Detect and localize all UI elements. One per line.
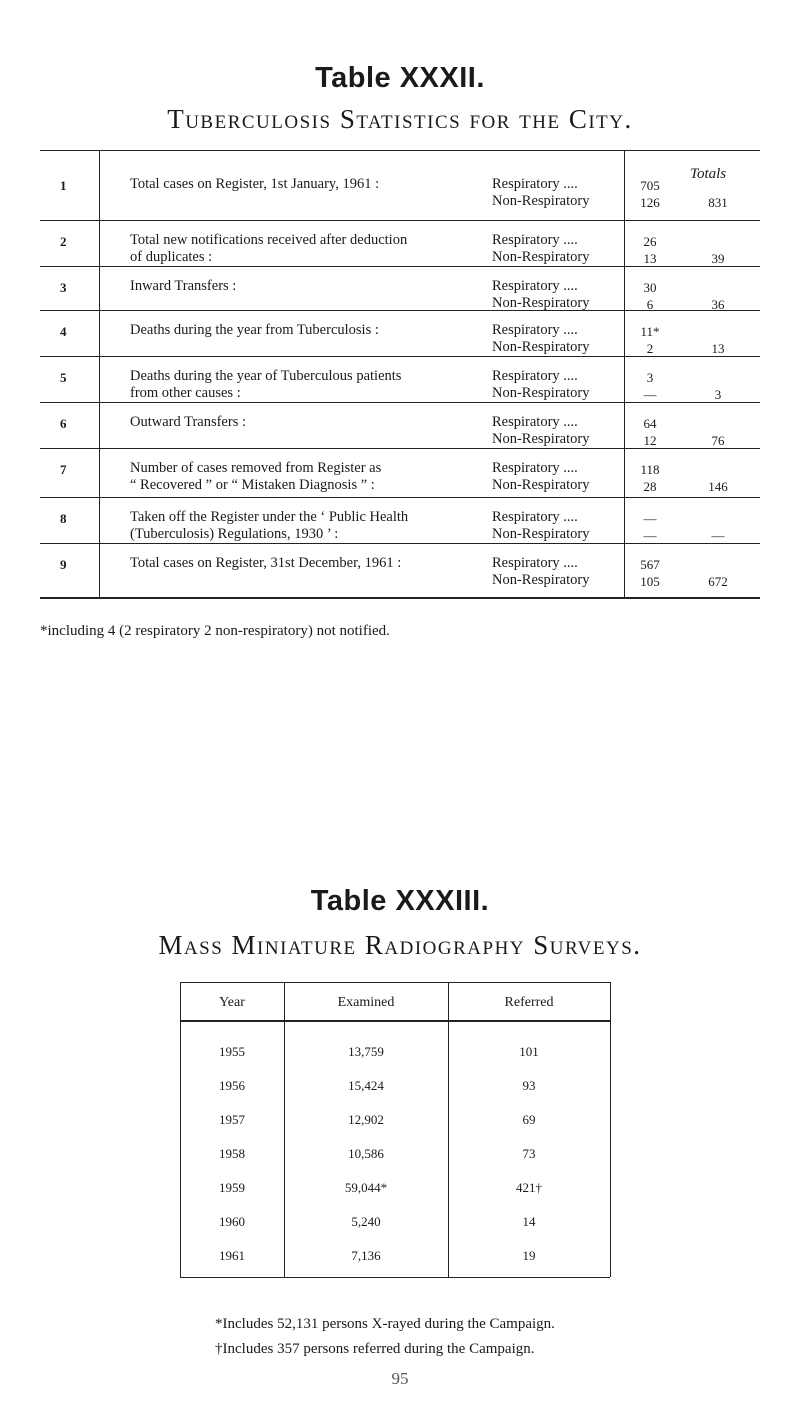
- year-cell: 1956: [219, 1078, 245, 1093]
- table-32-heading: Table XXXII.: [315, 62, 485, 94]
- row-separator: [40, 497, 760, 498]
- col-header-year: Year: [219, 995, 245, 1010]
- row-type-non-respiratory: Non-Respiratory: [492, 339, 590, 355]
- year-cell: 1957: [219, 1112, 245, 1127]
- value-respiratory: 26: [643, 234, 657, 249]
- value-non-respiratory: —: [643, 387, 657, 402]
- examined-cell: 5,240: [351, 1214, 381, 1229]
- col-header-examined: Examined: [337, 995, 395, 1010]
- value-respiratory: 567: [640, 557, 660, 572]
- row-total: 3: [714, 387, 722, 402]
- table-33-col-divider-2: [448, 982, 449, 1277]
- row-index: 8: [60, 511, 67, 526]
- table-33-footnote-2: †Includes 357 persons referred during the Campaign.: [215, 1341, 535, 1357]
- row-type-respiratory: Respiratory ....: [492, 322, 578, 338]
- row-type-non-respiratory: Non-Respiratory: [492, 385, 590, 401]
- table-32-index-divider: [99, 150, 100, 597]
- row-description: Deaths during the year of Tuberculous patients: [130, 368, 402, 384]
- table-33-title: Mass Miniature Radiography Surveys.: [158, 930, 642, 960]
- table-33-header-rule: [180, 1020, 610, 1022]
- value-non-respiratory: 13: [643, 251, 657, 266]
- row-description-cont: from other causes :: [130, 385, 241, 401]
- examined-cell: 59,044*: [344, 1180, 388, 1195]
- value-respiratory: 118: [640, 462, 660, 477]
- row-type-respiratory: Respiratory ....: [492, 368, 578, 384]
- table-33-right-border: [610, 982, 611, 1277]
- row-description-cont: of duplicates :: [130, 249, 213, 265]
- row-type-non-respiratory: Non-Respiratory: [492, 526, 590, 542]
- table-33-footnote-1: *Includes 52,131 persons X-rayed during the Campaign.: [215, 1316, 555, 1332]
- year-cell: 1958: [219, 1146, 245, 1161]
- row-description: Outward Transfers :: [130, 414, 246, 430]
- year-cell: 1961: [219, 1248, 245, 1263]
- value-respiratory: 64: [643, 416, 657, 431]
- referred-cell: 14: [522, 1214, 536, 1229]
- row-separator: [40, 266, 760, 267]
- row-separator: [40, 356, 760, 357]
- row-type-respiratory: Respiratory ....: [492, 509, 578, 525]
- table-32-title: Tuberculosis Statistics for the City.: [167, 104, 633, 134]
- row-separator: [40, 448, 760, 449]
- row-index: 1: [60, 178, 67, 193]
- col-header-referred: Referred: [504, 995, 554, 1010]
- row-type-respiratory: Respiratory ....: [492, 414, 578, 430]
- value-respiratory: 11*: [640, 324, 660, 339]
- row-type-respiratory: Respiratory ....: [492, 278, 578, 294]
- row-type-non-respiratory: Non-Respiratory: [492, 477, 590, 493]
- row-description: Taken off the Register under the ‘ Public Health: [130, 509, 409, 525]
- row-total: 76: [711, 433, 725, 448]
- row-separator: [40, 220, 760, 221]
- value-non-respiratory: —: [643, 528, 657, 543]
- row-type-respiratory: Respiratory ....: [492, 232, 578, 248]
- value-respiratory: 705: [640, 178, 660, 193]
- value-non-respiratory: 126: [640, 195, 660, 210]
- row-index: 4: [60, 324, 67, 339]
- row-type-non-respiratory: Non-Respiratory: [492, 249, 590, 265]
- referred-cell: 93: [522, 1078, 536, 1093]
- value-non-respiratory: 6: [646, 297, 654, 312]
- row-index: 9: [60, 557, 67, 572]
- table-33-left-border: [180, 982, 181, 1277]
- value-non-respiratory: 12: [643, 433, 657, 448]
- row-description: Total cases on Register, 1st January, 1961 :: [130, 176, 380, 192]
- row-description: Inward Transfers :: [130, 278, 237, 294]
- row-index: 5: [60, 370, 67, 385]
- row-description: Total new notifications received after deduction: [130, 232, 408, 248]
- row-type-respiratory: Respiratory ....: [492, 176, 578, 192]
- row-total: 146: [708, 479, 728, 494]
- row-separator: [40, 402, 760, 403]
- row-type-respiratory: Respiratory ....: [492, 460, 578, 476]
- referred-cell: 421†: [516, 1180, 542, 1195]
- row-total: 36: [711, 297, 725, 312]
- value-respiratory: 30: [643, 280, 657, 295]
- year-cell: 1960: [219, 1214, 245, 1229]
- row-separator: [40, 310, 760, 311]
- examined-cell: 7,136: [351, 1248, 381, 1263]
- totals-header: Totals: [690, 166, 727, 182]
- table-33-heading: Table XXXIII.: [310, 885, 490, 917]
- row-total: 13: [711, 341, 725, 356]
- row-description: Number of cases removed from Register as: [130, 460, 382, 476]
- table-32-footnote: *including 4 (2 respiratory 2 non-respiratory) not notified.: [40, 623, 390, 639]
- table-33-col-divider-1: [284, 982, 285, 1277]
- referred-cell: 73: [522, 1146, 536, 1161]
- referred-cell: 101: [519, 1044, 539, 1059]
- row-description-cont: (Tuberculosis) Regulations, 1930 ’ :: [130, 526, 339, 542]
- row-total: —: [711, 528, 725, 543]
- row-index: 6: [60, 416, 67, 431]
- value-non-respiratory: 2: [646, 341, 654, 356]
- row-type-non-respiratory: Non-Respiratory: [492, 295, 590, 311]
- row-separator: [40, 543, 760, 544]
- examined-cell: 13,759: [348, 1044, 384, 1059]
- row-description: Deaths during the year from Tuberculosis :: [130, 322, 379, 338]
- table-33-top-rule: [180, 982, 610, 983]
- referred-cell: 19: [522, 1248, 536, 1263]
- row-type-respiratory: Respiratory ....: [492, 555, 578, 571]
- table-32-values-divider: [624, 150, 625, 597]
- row-index: 2: [60, 234, 67, 249]
- page-number: 95: [391, 1369, 409, 1388]
- row-total: 672: [708, 574, 728, 589]
- row-type-non-respiratory: Non-Respiratory: [492, 193, 590, 209]
- value-non-respiratory: 105: [640, 574, 660, 589]
- table-33-bottom-rule: [180, 1277, 610, 1278]
- examined-cell: 12,902: [348, 1112, 384, 1127]
- row-total: 831: [708, 195, 728, 210]
- year-cell: 1959: [219, 1180, 245, 1195]
- value-respiratory: —: [643, 511, 657, 526]
- year-cell: 1955: [219, 1044, 245, 1059]
- row-type-non-respiratory: Non-Respiratory: [492, 431, 590, 447]
- examined-cell: 10,586: [348, 1146, 384, 1161]
- table-32-bottom-rule: [40, 597, 760, 599]
- row-index: 7: [60, 462, 67, 477]
- row-description-cont: “ Recovered ” or “ Mistaken Diagnosis ” :: [130, 477, 375, 493]
- value-non-respiratory: 28: [643, 479, 657, 494]
- value-respiratory: 3: [646, 370, 654, 385]
- referred-cell: 69: [522, 1112, 536, 1127]
- row-total: 39: [711, 251, 725, 266]
- row-description: Total cases on Register, 31st December, 1961 :: [130, 555, 402, 571]
- table-32-top-rule: [40, 150, 760, 151]
- examined-cell: 15,424: [348, 1078, 384, 1093]
- row-index: 3: [60, 280, 67, 295]
- row-type-non-respiratory: Non-Respiratory: [492, 572, 590, 588]
